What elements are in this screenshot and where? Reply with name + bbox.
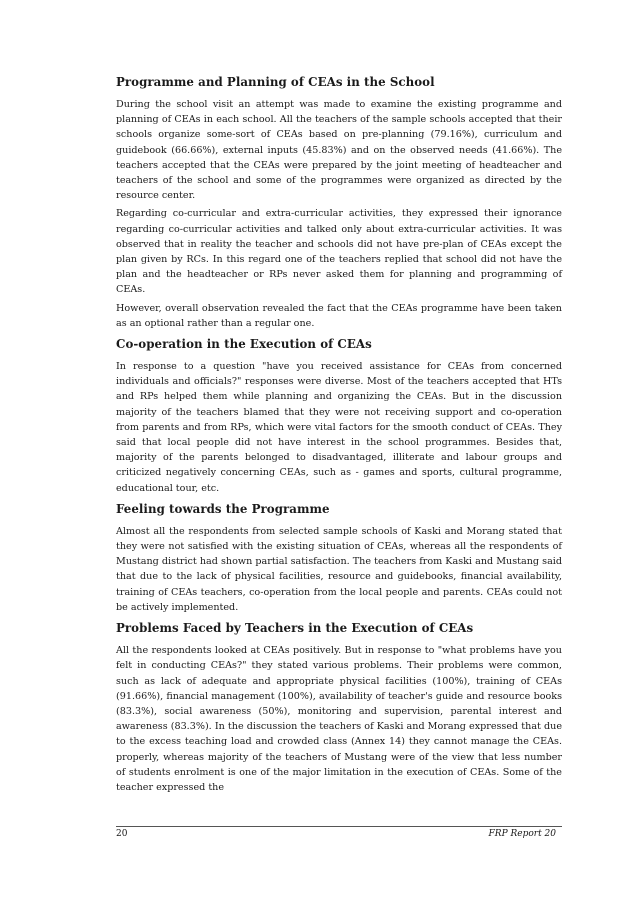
report-label: FRP Report 20 (488, 829, 556, 839)
section-co-operation (116, 336, 562, 496)
page-number: 20 (116, 829, 128, 839)
section-feeling (116, 501, 562, 615)
page-footer (116, 826, 562, 839)
paragraph: Regarding co-curricular and extra-curricular activities, they expressed their ignorance regarding co-curricular activities and talked only about extra-curricular activities. It was observed that in reality the teacher and schools did not have pre-plan of CEAs except the plan given by RCs. In this regard one of the teachers replied that school did not have the plan and the headteacher or RPs never asked them for planning and programming of CEAs. (116, 208, 562, 296)
paragraph: During the school visit an attempt was made to examine the existing programme and planning of CEAs in each school. All the teachers of the sample schools accepted that their schools organize some-sort of CEAs based on pre-planning (79.16%), curriculum and guidebook (66.66%), external inputs (45.83%) and on the observed needs (41.66%). The teachers accepted that the CEAs were prepared by the joint meeting of headteacher and teachers of the school and some of the programmes were organized as directed by the resource center. (116, 99, 562, 202)
section-programme-planning (116, 74, 562, 331)
paragraph: However, overall observation revealed the fact that the CEAs programme have been taken as an optional rather than a regular one. (116, 302, 562, 329)
page-content (116, 74, 562, 800)
paragraph: Almost all the respondents from selected sample schools of Kaski and Morang stated that they were not satisfied with the existing situation of CEAs, whereas all the respondents of Mustang district had shown partial satisfaction. The teachers from Kaski and Mustang said that due to the lack of physical facilities, resource and guidebooks, financial availability, training of CEAs teachers, co-operation from the local people and parents. CEAs could not be actively implemented. (116, 525, 562, 613)
paragraph: In response to a question "have you received assistance for CEAs from concerned individuals and officials?" responses were diverse. Most of the teachers accepted that HTs and RPs helped them while planning and organizing the CEAs. But in the discussion majority of the teachers blamed that they were not receiving support and co-operation from parents and from RPs, which were vital factors for the smooth conduct of CEAs. They said that local people did not have interest in the school programmes. Besides that, majority of the parents belonged to disadvantaged, illiterate and labour groups and criticized negatively concerning CEAs, such as - games and sports, cultural programme, educational tour, etc. (116, 361, 562, 494)
section-heading: Co-operation in the Execution of CEAs (116, 337, 372, 352)
section-heading: Feeling towards the Programme (116, 501, 330, 516)
section-problems (116, 620, 562, 795)
section-heading: Problems Faced by Teachers in the Execution of CEAs (116, 621, 474, 636)
section-heading: Programme and Planning of CEAs in the School (116, 75, 435, 89)
paragraph: All the respondents looked at CEAs positively. But in response to "what problems have you felt in conducting CEAs?" they stated various problems. Their problems were common, such as lack of adequate and appropriate physical facilities (100%), training of CEAs (91.66%), financial management (100%), availability of teacher's guide and resource books (83.3%), social awareness (50%), monitoring and supervision, parental interest and awareness (83.3%). In the discussion the teachers of Kaski and Morang expressed that due to the excess teaching load and crowded class (Annex 14) they cannot manage the CEAs. properly, whereas majority of the teachers of Mustang were of the view that less number of students enrolment is one of the major limitation in the execution of CEAs. Some of the teacher expressed the (116, 645, 562, 793)
